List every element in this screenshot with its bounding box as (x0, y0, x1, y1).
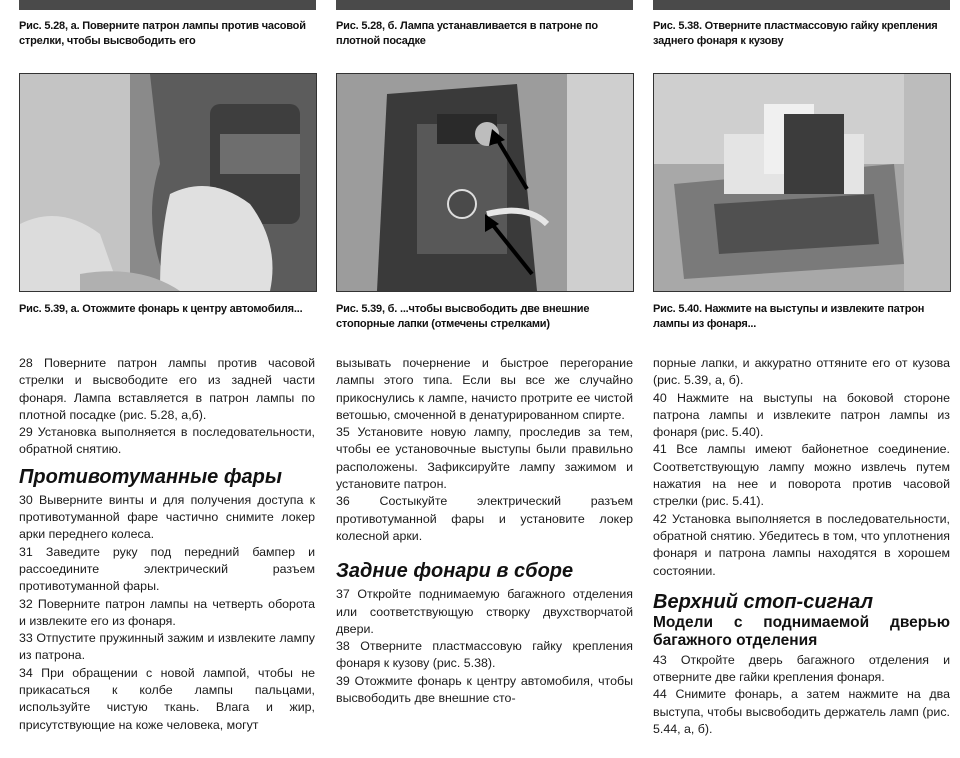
caption-fig-5-40: Рис. 5.40. Нажмите на выступы и извлеките патрон лампы из фонаря... (653, 303, 925, 330)
paragraph-39-continued: порные лапки, и аккуратно оттяните его от кузова (рис. 5.39, а, б). (653, 356, 950, 388)
paragraph-30: 30 Выверните винты и для получения доступа к противотуманной фаре частично снимите локер арки переднего колеса. (19, 492, 315, 542)
paragraph-43: 43 Откройте дверь багажного отделения и отверните две гайки крепления фонаря. (653, 652, 950, 685)
paragraph-29: 29 Установка выполняется в последовательности, обратной снятию. (19, 425, 315, 457)
paragraph-33: 33 Отпустите пружинный зажим и извлеките лампу из патрона. (19, 631, 315, 663)
photo-fig-5-39b-image (337, 74, 633, 291)
caption-fig-5-39a: Рис. 5.39, а. Отожмите фонарь к центру автомобиля... (19, 303, 303, 315)
top-photo-strip-3 (653, 0, 950, 10)
paragraph-40: 40 Нажмите на выступы на боковой стороне патрона лампы и извлеките патрон лампы из фонаря (рис. 5.40). (653, 390, 950, 440)
paragraph-32: 32 Поверните патрон лампы на четверть оборота и извлеките его из фонаря. (19, 596, 315, 628)
paragraph-28: 28 Поверните патрон лампы против часовой стрелки и высвободите его из задней части фонаря. Лампа вставляется в патрон лампы по плотной посадке (рис. 5.28, а,б). (19, 356, 315, 422)
caption-fig-5-39b: Рис. 5.39, б. ...чтобы высвободить две внешние стопорные лапки (отмечены стрелками) (336, 303, 590, 330)
caption-fig-5-28b: Рис. 5.28, б. Лампа устанавливается в патроне по плотной посадке (336, 20, 598, 47)
section-heading-rear-lights: Задние фонари в сборе (336, 560, 574, 583)
paragraph-35: 35 Установите новую лампу, проследив за тем, чтобы ее установочные выступы были правильно расположены. Зафиксируйте лампу зажимом и установите патрон. (336, 425, 633, 492)
paragraph-31: 31 Заведите руку под передний бампер и рассоедините электрический разъем противотуманной фары. (19, 544, 315, 594)
photo-fig-5-40 (653, 73, 951, 292)
section-heading-fog-lights: Противотуманные фары (19, 465, 282, 488)
text-column-3 (653, 355, 950, 738)
paragraph-36: 36 Состыкуйте электрический разъем противотуманной фары и установите локер колесной арки. (336, 494, 633, 543)
photo-fig-5-39a-image (20, 74, 316, 291)
paragraph-42: 42 Установка выполняется в последовательности, обратной снятию. Убедитесь в том, что уплотнения фонаря и патрона лампы находятся в хорошем состоянии. (653, 511, 950, 578)
photo-fig-5-40-image (654, 74, 950, 291)
photo-fig-5-39a (19, 73, 317, 292)
text-column-1 (19, 355, 315, 734)
subheading-tailgate-models: Модели с поднимаемой дверью багажного отделения (653, 613, 950, 649)
paragraph-34-continued: вызывать почернение и быстрое перегорание лампы этого типа. Если вы все же случайно прикоснулись к лампе, начисто протрите ее чистой ветошью, смоченной в денатурированном спирте. (336, 356, 633, 422)
paragraph-34: 34 При обращении с новой лампой, чтобы не прикасаться к колбе лампы пальцами, используйте чистую ткань. Влага и жир, присутствующие на коже человека, могут (19, 665, 315, 732)
photo-fig-5-39b (336, 73, 634, 292)
paragraph-41: 41 Все лампы имеют байонетное соединение. Соответствующую лампу можно извлечь путем нажатия на нее и поворота против часовой стрелки (рис. 5.41). (653, 442, 950, 509)
paragraph-39: 39 Отожмите фонарь к центру автомобиля, чтобы высвободить две внешние сто- (336, 673, 633, 706)
top-photo-strip-1 (19, 0, 316, 10)
section-heading-high-brake-light: Верхний стоп-сигнал (653, 590, 874, 613)
paragraph-38: 38 Отверните пластмассовую гайку крепления фонаря к кузову (рис. 5.38). (336, 639, 633, 671)
text-column-2 (336, 355, 633, 707)
top-photo-strip-2 (336, 0, 633, 10)
paragraph-44: 44 Снимите фонарь, а затем нажмите на два выступа, чтобы высвободить держатель ламп (рис. 5.44, а, б). (653, 687, 950, 737)
paragraph-37: 37 Откройте поднимаемую багажного отделения или соответствующую створку двухстворчатой двери. (336, 587, 633, 636)
caption-fig-5-38: Рис. 5.38. Отверните пластмассовую гайку крепления заднего фонаря к кузову (653, 20, 938, 47)
caption-fig-5-28a: Рис. 5.28, а. Поверните патрон лампы против часовой стрелки, чтобы высвободить его (19, 20, 306, 47)
